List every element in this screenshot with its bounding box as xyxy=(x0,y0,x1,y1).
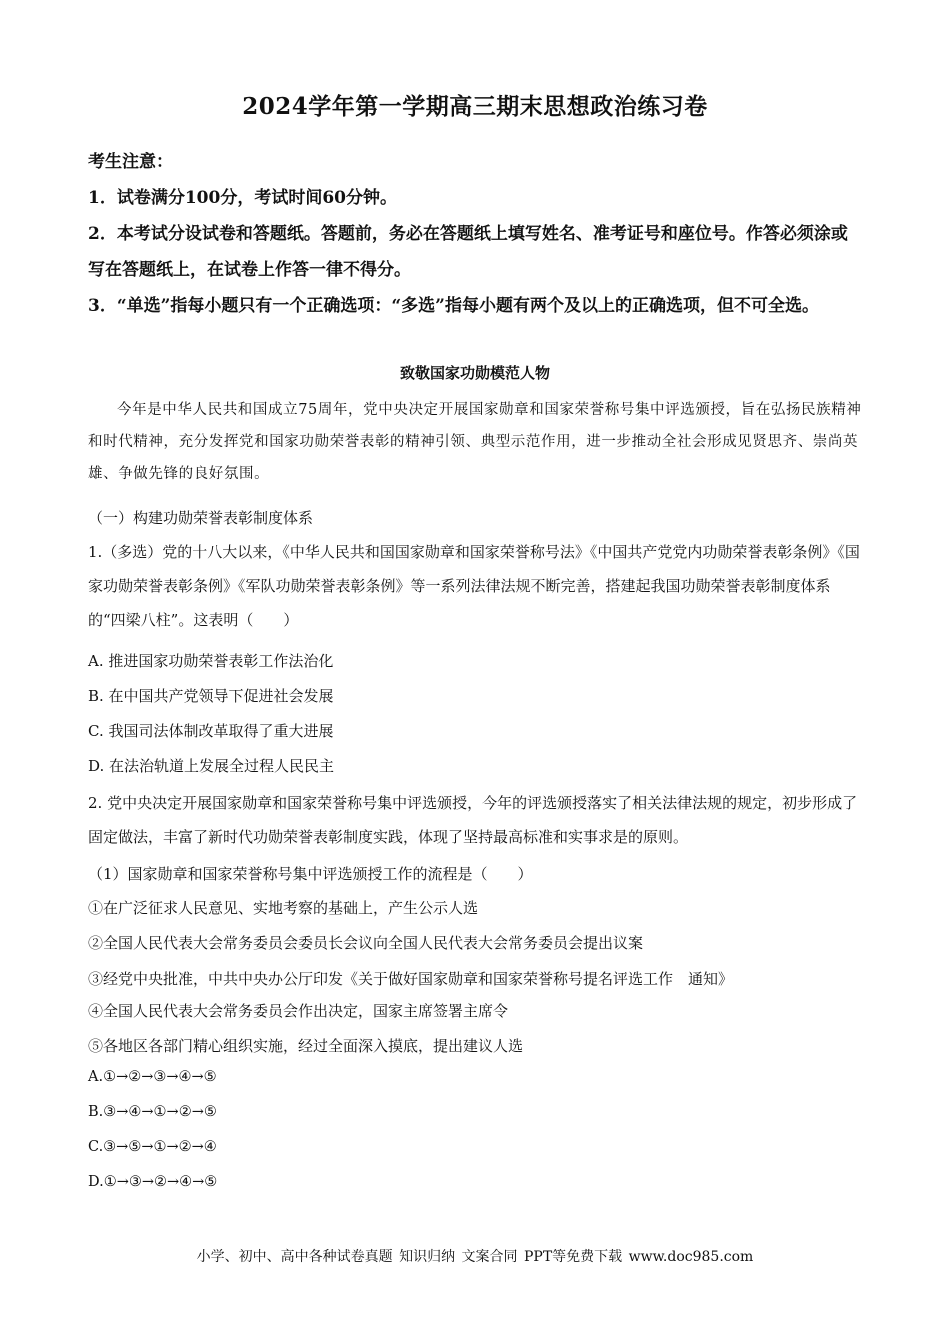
question-2-step-4: ④全国人民代表大会常务委员会作出决定，国家主席签署主席令 xyxy=(88,1002,509,1020)
question-1-option-d: D. 在法治轨道上发展全过程人民民主 xyxy=(88,757,335,775)
section-heading: （一）构建功勋荣誉表彰制度体系 xyxy=(88,509,314,527)
notice-item-1: 1．试卷满分100分，考试时间60分钟。 xyxy=(88,188,397,208)
question-2-step-1: ①在广泛征求人民意见、实地考察的基础上，产生公示人选 xyxy=(88,899,479,917)
question-2-choice-c: C.③→⑤→①→②→④ xyxy=(88,1139,217,1155)
question-1-stem: 1.（多选）党的十八大以来，《中华人民共和国国家勋章和国家荣誉称号法》《中国共产党党内功勋荣誉表彰条例》《国家功勋荣誉表彰条例》《军队功勋荣誉表彰条例》等一系列法律法规不断完善，搭建起我国功勋荣誉表彰制度体系的“四梁八柱”。这表明（ ） xyxy=(88,543,860,629)
candidate-notice xyxy=(88,144,864,324)
question-1-option-a: A. 推进国家功勋荣誉表彰工作法治化 xyxy=(88,652,334,670)
page-title: 2024学年第一学期高三期末思想政治练习卷 xyxy=(242,93,708,120)
material-title: 致敬国家功勋模范人物 xyxy=(399,364,550,382)
question-2-choice-d: D.①→③→②→④→⑤ xyxy=(88,1174,218,1190)
question-2-choice-b: B.③→④→①→②→⑤ xyxy=(88,1104,217,1120)
notice-heading: 考生注意： xyxy=(88,152,173,172)
question-2-step-5: ⑤各地区各部门精心组织实施，经过全面深入摸底，提出建议人选 xyxy=(88,1037,524,1055)
material-intro: 今年是中华人民共和国成立75周年，党中央决定开展国家勋章和国家荣誉称号集中评选颁授，旨在弘扬民族精神和时代精神，充分发挥党和国家功勋荣誉表彰的精神引领、典型示范作用，进一步推动全社会形成见贤思齐、崇尚英雄、争做先锋的良好氛围。 xyxy=(88,402,862,482)
notice-item-3: 3．“单选”指每小题只有一个正确选项：“多选”指每小题有两个及以上的正确选项，但不可全选。 xyxy=(88,296,819,316)
notice-item-2: 2．本考试分设试卷和答题纸。答题前，务必在答题纸上填写姓名、准考证号和座位号。作答必须涂或写在答题纸上，在试卷上作答一律不得分。 xyxy=(88,224,848,280)
question-2-step-2: ②全国人民代表大会常务委员会委员长会议向全国人民代表大会常务委员会提出议案 xyxy=(88,934,644,952)
question-1-option-b: B. 在中国共产党领导下促进社会发展 xyxy=(88,687,334,705)
question-2-choice-a: A.①→②→③→④→⑤ xyxy=(88,1069,217,1085)
question-2-step-3: ③经党中央批准，中共中央办公厅印发《关于做好国家勋章和国家荣誉称号提名评选工作 通知》 xyxy=(88,970,734,988)
question-2-sub1: （1）国家勋章和国家荣誉称号集中评选颁授工作的流程是（ ） xyxy=(88,865,533,883)
page-footer: 小学、初中、高中各种试卷真题 知识归纳 文案合同 PPT等免费下载 www.doc985.com xyxy=(196,1249,754,1265)
question-2-stem: 2. 党中央决定开展国家勋章和国家荣誉称号集中评选颁授，今年的评选颁授落实了相关法律法规的规定，初步形成了固定做法，丰富了新时代功勋荣誉表彰制度实践，体现了坚持最高标准和实事求是的原则。 xyxy=(88,794,858,846)
question-1-option-c: C. 我国司法体制改革取得了重大进展 xyxy=(88,722,334,740)
